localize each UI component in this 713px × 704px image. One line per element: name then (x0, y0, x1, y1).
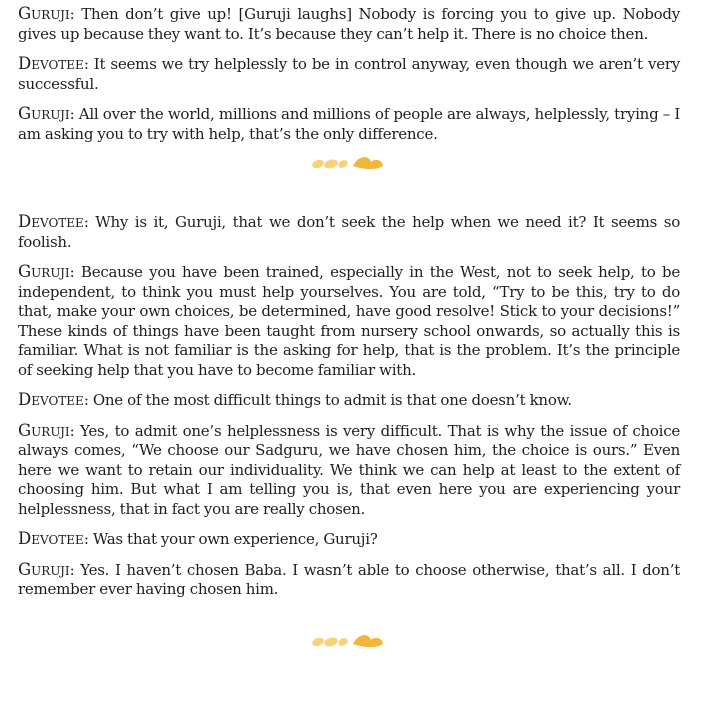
speaker-name: Devotee (18, 390, 84, 409)
dialogue-paragraph (18, 262, 680, 380)
dialogue-paragraph (18, 54, 680, 94)
dialogue-text: : One of the most difficult things to admit is that one doesn’t know. (83, 391, 572, 409)
speaker-name: Guruji (18, 420, 70, 440)
flower-ornament-divider (18, 632, 680, 650)
dialogue-text: : All over the world, millions and millions of people are always, helplessly, trying – I am asking you to try with help, that’s the only difference. (18, 105, 680, 143)
speaker-name: Guruji (18, 4, 70, 23)
dialogue-paragraph (18, 104, 680, 144)
speaker-name: Devotee (18, 54, 84, 73)
speaker-name: Devotee (18, 212, 84, 231)
dialogue-paragraph (18, 560, 680, 600)
speaker-name: Guruji (18, 559, 70, 579)
document-page (18, 4, 680, 650)
dialogue-text: : Because you have been trained, especially in the West, not to seek help, to be independent, to think you must help yourselves. You are told, “Try to be this, try to do that, make your own choices, be determined, have good resolve! Stick to your decisions!” These kinds of things have been taught from nursery school onwards, so actually this is familiar. What is not familiar is the asking for help, that is the problem. It’s the principle of seeking help that you have to become familiar with. (18, 263, 680, 379)
dialogue-paragraph (18, 421, 680, 520)
petal-ornament-icon (309, 632, 389, 650)
dialogue-text: : Was that your own experience, Guruji? (83, 530, 378, 548)
dialogue-text: : Yes, to admit one’s helplessness is very difficult. That is why the issue of choice always comes, “We choose our Sadguru, we have chosen him, the choice is ours.” Even here we want to retain our individuality. We think we can help at least to the extent of choosing him. But what I am telling you is, that even here you are experiencing your helplessness, that in fact you are really chosen. (18, 421, 680, 518)
flower-ornament-divider (18, 154, 680, 172)
dialogue-paragraph (18, 390, 680, 411)
speaker-name: Guruji (18, 104, 70, 123)
dialogue-text: : Yes. I haven’t chosen Baba. I wasn’t able to choose otherwise, that’s all. I don’t remember ever having chosen him. (18, 560, 680, 598)
speaker-name: Devotee (18, 529, 84, 548)
dialogue-paragraph (18, 212, 680, 252)
dialogue-paragraph (18, 4, 680, 44)
petal-ornament-icon (309, 154, 389, 172)
dialogue-paragraph (18, 529, 680, 550)
dialogue-text: : Why is it, Guruji, that we don’t seek the help when we need it? It seems so foolish. (18, 213, 680, 251)
dialogue-text: : Then don’t give up! [Guruji laughs] Nobody is forcing you to give up. Nobody gives up because they want to. It’s because they can’t help it. There is no choice then. (18, 5, 680, 43)
speaker-name: Guruji (18, 262, 70, 281)
dialogue-text: : It seems we try helplessly to be in control anyway, even though we aren’t very successful. (18, 55, 680, 93)
